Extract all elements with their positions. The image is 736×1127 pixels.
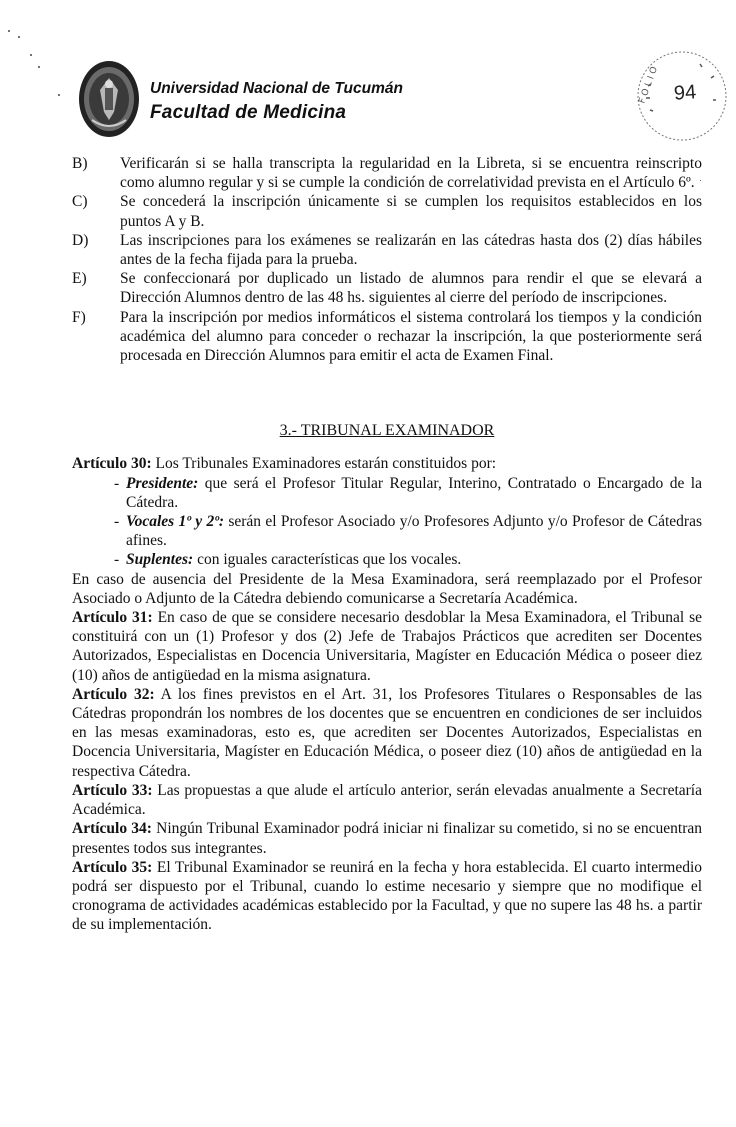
article-34 [72, 819, 702, 857]
faculty-name: Facultad de Medicina [150, 102, 347, 123]
item-label: C) [72, 193, 88, 211]
article-label: Artículo 32: [72, 685, 155, 703]
member-vocales: - Vocales 1º y 2º: serán el Profesor Asociado y/o Profesores Adjunto y/o Profesor de Cátedras afines. [114, 513, 702, 550]
university-name: Universidad Nacional de Tucumán [150, 80, 403, 97]
article-32 [72, 685, 702, 781]
article-text: A los fines previstos en el Art. 31, los Profesores Titulares o Responsables de las Cátedras propondrán los nombres de los docentes que se encuentren en condiciones de ser incluidos en las mesas examinadoras, esto es, que acrediten ser Docentes Autorizados, Especialistas en Docencia Universitaria, Magíster en Educación Médica, o poseer diez (10) años de antigüedad en la respectiva Cátedra. [72, 685, 702, 780]
article-30 [72, 454, 702, 473]
member-text: que será el Profesor Titular Regular, Interino, Contratado o Encargado de la Cátedra. [126, 474, 702, 511]
article-text: Las propuestas a que alude el artículo anterior, serán elevadas anualmente a Secretaría Académica. [72, 781, 702, 819]
item-text: Para la inscripción por medios informáticos el sistema controlará los tiempos y la condición académica del alumno para conceder o rechazar la inscripción, la que posteriormente será procesada en Dirección Alumnos para emitir el acta de Examen Final. [120, 308, 702, 365]
article-33 [72, 781, 702, 819]
university-seal-icon [78, 60, 140, 138]
list-item-b [72, 154, 702, 192]
article-label: Artículo 34: [72, 820, 152, 838]
article-label: Artículo 30: [72, 455, 152, 473]
handwritten-page-number: 94 [673, 81, 697, 105]
article-text: Los Tribunales Examinadores estarán constituidos por: [151, 455, 497, 473]
item-text: Se concederá la inscripción únicamente si se cumplen los requisitos establecidos en los puntos A y B. [120, 193, 702, 230]
member-role: Suplentes: [126, 551, 194, 569]
member-text: serán el Profesor Asociado y/o Profesores Adjunto y/o Profesor de Cátedras afines. [126, 513, 702, 550]
item-text: Se confeccionará por duplicado un listado de alumnos para rendir el que se elevará a Dirección Alumnos dentro de las 48 hs. siguientes al cierre del período de inscripciones. [120, 270, 702, 307]
item-label: E) [72, 270, 87, 288]
article-text: En caso de que se considere necesario desdoblar la Mesa Examinadora, el Tribunal se constituirá con un (1) Profesor y dos (2) Jefe de Trabajos Prácticos que acrediten ser Docentes Autorizados, Especialistas en Docencia Universitaria, Magíster en Educación Médica o poseer diez (10) años de antigüedad en la misma asignatura. [72, 609, 703, 684]
member-role: Vocales 1º y 2º: [126, 513, 225, 531]
item-label: D) [72, 231, 89, 249]
article-text: Ningún Tribunal Examinador podrá iniciar ni finalizar su cometido, si no se encuentran presentes todos sus integrantes. [72, 820, 702, 857]
member-suplentes: - Suplentes: con iguales características que los vocales. [114, 551, 462, 569]
item-label: B) [72, 155, 88, 172]
institution-header [150, 80, 403, 126]
absence-paragraph: En caso de ausencia del Presidente de la Mesa Examinadora, será reemplazado por el Profesor Asociado o Adjunto de la Cátedra debiendo comunicarse a Secretaría Académica. [72, 570, 702, 607]
document-body [72, 154, 702, 935]
article-35 [72, 858, 702, 935]
list-item-e [72, 269, 702, 307]
article-label: Artículo 33: [72, 781, 153, 799]
list-item-d [72, 231, 702, 269]
article-31 [72, 608, 702, 685]
member-role: Presidente: [126, 474, 199, 492]
member-president: - Presidente: que será el Profesor Titular Regular, Interino, Contratado o Encargado de la Cátedra. [114, 474, 702, 511]
member-text: con iguales características que los vocales. [193, 551, 462, 569]
list-item-c [72, 192, 702, 230]
item-label: F) [72, 308, 86, 326]
item-text: Verificarán si se halla transcripta la regularidad en la Libreta, si se encuentra reinscripto como alumno regular y si se cumple la condición de correlatividad prevista en el Artículo 6º. [120, 155, 702, 192]
article-label: Artículo 35: [72, 858, 153, 876]
section-title: 3.- TRIBUNAL EXAMINADOR [279, 422, 495, 440]
article-text: El Tribunal Examinador se reunirá en la fecha y hora establecida. El cuarto intermedio podrá ser dispuesto por el Tribunal, cuando lo estime necesario y siempre que no modifique el cronograma de actividades académicas establecido por la Facultad, y que no supere las 48 hs. a partir de su implementación. [72, 858, 703, 934]
article-label: Artículo 31: [72, 609, 153, 627]
svg-text:F O L I O: F O L I O [637, 65, 660, 106]
list-item-f [72, 308, 702, 366]
item-text: Las inscripciones para los exámenes se realizarán en las cátedras hasta dos (2) días hábiles antes de la fecha fijada para la prueba. [120, 231, 702, 269]
